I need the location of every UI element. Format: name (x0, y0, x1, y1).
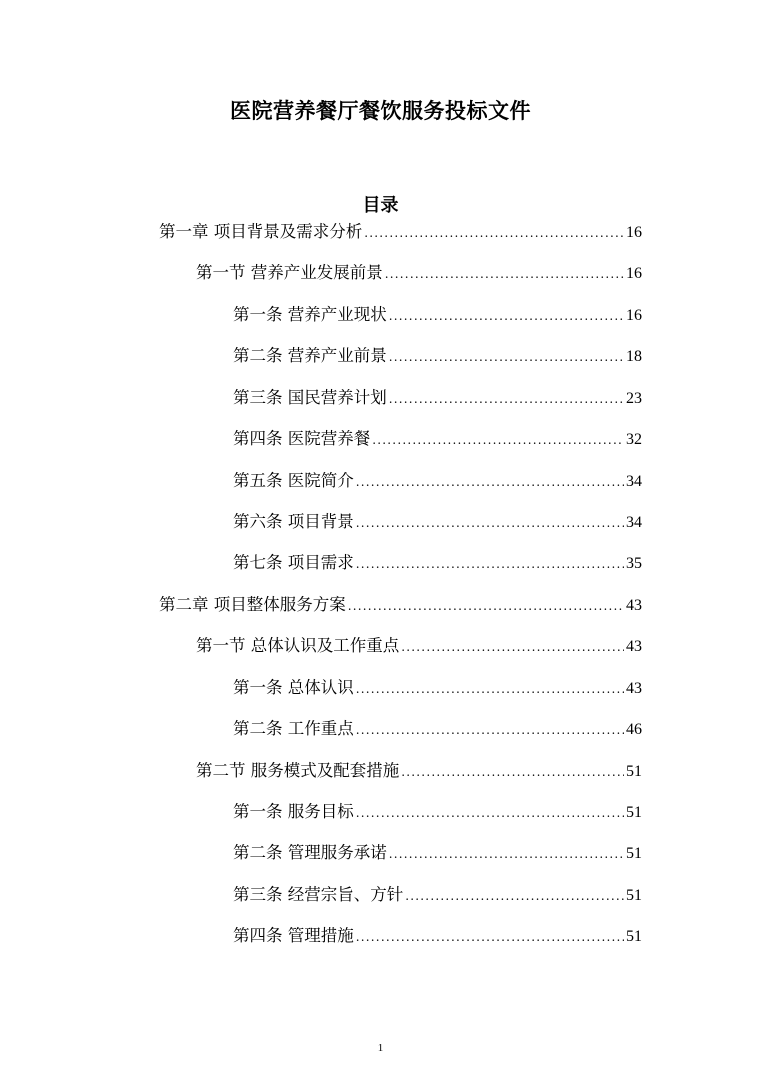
toc-entry-page: 16 (626, 265, 642, 282)
toc-entry-label: 第一条 总体认识 (233, 678, 354, 697)
toc-entry[interactable] (233, 718, 642, 740)
toc-entry-page: 23 (626, 390, 642, 407)
toc-dot-leader (405, 885, 624, 907)
toc-entry-label: 第二节 服务模式及配套措施 (196, 761, 400, 780)
toc-entry[interactable] (233, 801, 642, 823)
toc-entry-label: 第一章 项目背景及需求分析 (159, 222, 363, 241)
toc-entry-page: 43 (626, 638, 642, 655)
toc-dot-leader (385, 263, 624, 285)
toc-entry[interactable] (233, 428, 642, 450)
toc-entry[interactable] (196, 760, 642, 782)
toc-dot-leader (364, 222, 624, 244)
toc-entry-page: 51 (626, 804, 642, 821)
toc-entry[interactable] (233, 387, 642, 409)
toc-entry-page: 18 (626, 348, 642, 365)
document-title: 医院营养餐厅餐饮服务投标文件 (230, 99, 531, 123)
toc-entry-label: 第四条 医院营养餐 (233, 429, 371, 448)
toc-entry[interactable] (233, 677, 642, 699)
toc-entry-label: 第五条 医院简介 (233, 471, 354, 490)
toc-entry-page: 51 (626, 763, 642, 780)
toc-dot-leader (401, 636, 624, 658)
toc-entry[interactable] (196, 262, 642, 284)
toc-dot-leader (401, 761, 624, 783)
page-number: 1 (377, 1042, 384, 1054)
toc-dot-leader (389, 843, 624, 865)
toc-entry-label: 第一节 营养产业发展前景 (196, 263, 383, 282)
toc-entry-label: 第一条 服务目标 (233, 802, 354, 821)
toc-entry[interactable] (233, 470, 642, 492)
toc-entry-label: 第七条 项目需求 (233, 553, 354, 572)
toc-entry-page: 16 (626, 307, 642, 324)
toc-entry-page: 16 (626, 224, 642, 241)
toc-entry[interactable] (233, 842, 642, 864)
toc-entry-page: 34 (626, 473, 642, 490)
toc-dot-leader (356, 553, 624, 575)
toc-entry-page: 35 (626, 555, 642, 572)
toc-dot-leader (356, 512, 624, 534)
toc-dot-leader (348, 595, 624, 617)
toc-entry[interactable] (233, 552, 642, 574)
toc-entry[interactable] (233, 884, 642, 906)
toc-heading: 目录 (362, 195, 399, 216)
toc-entry-page: 43 (626, 680, 642, 697)
toc-dot-leader (372, 429, 624, 451)
toc-dot-leader (356, 719, 624, 741)
toc-entry-label: 第二章 项目整体服务方案 (159, 595, 346, 614)
toc-entry-label: 第二条 营养产业前景 (233, 346, 387, 365)
toc-entry[interactable] (196, 635, 642, 657)
toc-dot-leader (356, 471, 624, 493)
toc-entry-page: 43 (626, 597, 642, 614)
toc-entry-label: 第六条 项目背景 (233, 512, 354, 531)
toc-dot-leader (356, 802, 624, 824)
toc-dot-leader (389, 388, 624, 410)
toc-dot-leader (356, 926, 624, 948)
toc-entry[interactable] (233, 304, 642, 326)
toc-entry[interactable] (159, 221, 642, 243)
toc-entry-label: 第四条 管理措施 (233, 926, 354, 945)
toc-entry-page: 46 (626, 721, 642, 738)
toc-dot-leader (389, 305, 624, 327)
toc-entry-page: 32 (626, 431, 642, 448)
toc-entry-page: 51 (626, 887, 642, 904)
toc-entry-page: 34 (626, 514, 642, 531)
toc-entry-label: 第三条 国民营养计划 (233, 388, 387, 407)
toc-entry[interactable] (159, 594, 642, 616)
toc-entry[interactable] (233, 925, 642, 947)
toc-entry-page: 51 (626, 928, 642, 945)
toc-entry-label: 第一条 营养产业现状 (233, 305, 387, 324)
toc-dot-leader (389, 346, 624, 368)
toc-entry-label: 第三条 经营宗旨、方针 (233, 885, 404, 904)
toc-dot-leader (356, 678, 624, 700)
toc-entry-page: 51 (626, 845, 642, 862)
toc-entry[interactable] (233, 345, 642, 367)
toc-entry-label: 第二条 管理服务承诺 (233, 843, 387, 862)
toc-entry-label: 第二条 工作重点 (233, 719, 354, 738)
toc-entry-label: 第一节 总体认识及工作重点 (196, 636, 400, 655)
toc-entry[interactable] (233, 511, 642, 533)
